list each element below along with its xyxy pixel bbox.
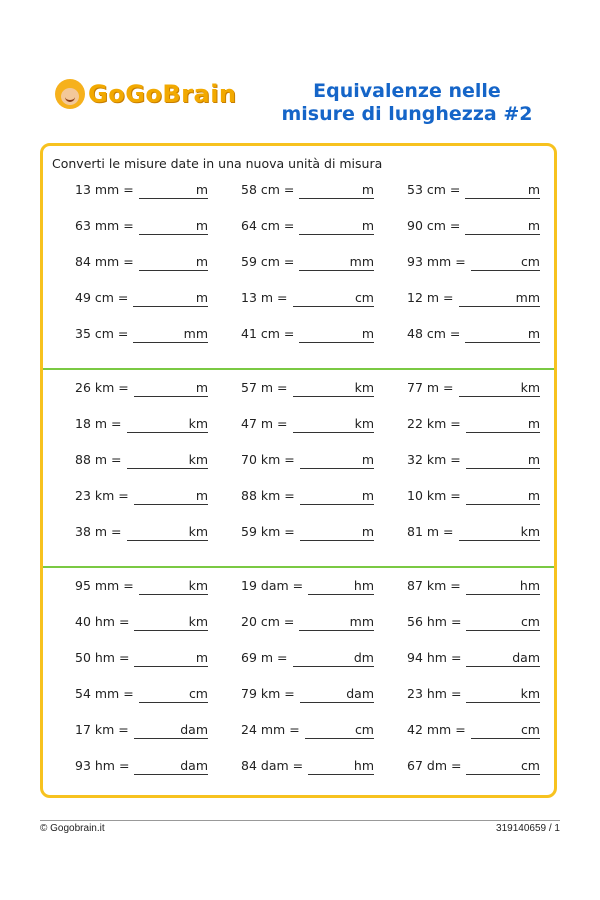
answer-blank[interactable] xyxy=(459,396,540,397)
conversion-exercise xyxy=(75,614,215,634)
given-measure: 23 hm = xyxy=(407,686,462,701)
given-measure: 94 hm = xyxy=(407,650,462,665)
target-unit: mm xyxy=(515,290,540,305)
given-measure: 95 mm = xyxy=(75,578,134,593)
answer-blank[interactable] xyxy=(299,342,374,343)
target-unit: km xyxy=(354,380,374,395)
footer-copyright: © Gogobrain.it xyxy=(40,823,105,834)
target-unit: m xyxy=(361,488,374,503)
section-separator xyxy=(43,368,554,370)
answer-blank[interactable] xyxy=(466,630,540,631)
target-unit: km xyxy=(188,578,208,593)
answer-blank[interactable] xyxy=(300,468,374,469)
target-unit: m xyxy=(527,182,540,197)
given-measure: 56 hm = xyxy=(407,614,462,629)
answer-blank[interactable] xyxy=(134,774,208,775)
given-measure: 40 hm = xyxy=(75,614,130,629)
target-unit: m xyxy=(361,452,374,467)
conversion-exercise xyxy=(75,488,215,508)
answer-blank[interactable] xyxy=(293,306,374,307)
conversion-exercise xyxy=(407,326,547,346)
conversion-exercise xyxy=(407,290,547,310)
conversion-exercise xyxy=(241,416,381,436)
conversion-exercise xyxy=(241,182,381,202)
target-unit: dam xyxy=(512,650,540,665)
answer-blank[interactable] xyxy=(465,342,540,343)
conversion-exercise xyxy=(241,758,381,778)
given-measure: 13 mm = xyxy=(75,182,134,197)
conversion-exercise xyxy=(241,488,381,508)
answer-blank[interactable] xyxy=(127,540,208,541)
given-measure: 42 mm = xyxy=(407,722,466,737)
answer-blank[interactable] xyxy=(134,396,208,397)
answer-blank[interactable] xyxy=(300,702,374,703)
conversion-exercise xyxy=(75,326,215,346)
given-measure: 79 km = xyxy=(241,686,295,701)
answer-blank[interactable] xyxy=(139,234,208,235)
gogobrain-logo xyxy=(55,77,237,111)
conversion-exercise xyxy=(75,254,215,274)
answer-blank[interactable] xyxy=(300,540,374,541)
given-measure: 53 cm = xyxy=(407,182,461,197)
answer-blank[interactable] xyxy=(305,738,374,739)
conversion-exercise xyxy=(241,326,381,346)
target-unit: m xyxy=(361,326,374,341)
conversion-exercise xyxy=(75,218,215,238)
kid-face-icon xyxy=(55,79,85,109)
target-unit: m xyxy=(527,416,540,431)
answer-blank[interactable] xyxy=(299,234,374,235)
answer-blank[interactable] xyxy=(466,468,540,469)
answer-blank[interactable] xyxy=(134,504,208,505)
conversion-exercise xyxy=(407,650,547,670)
conversion-exercise xyxy=(75,686,215,706)
given-measure: 13 m = xyxy=(241,290,288,305)
answer-blank[interactable] xyxy=(139,270,208,271)
answer-blank[interactable] xyxy=(465,198,540,199)
target-unit: km xyxy=(188,416,208,431)
logo-text: GoGoBrain xyxy=(88,80,237,108)
footer-code: 319140659 / 1 xyxy=(496,823,560,834)
conversion-exercise xyxy=(407,758,547,778)
target-unit: cm xyxy=(354,722,374,737)
conversion-exercise xyxy=(241,290,381,310)
answer-blank[interactable] xyxy=(300,504,374,505)
conversion-exercise xyxy=(407,254,547,274)
conversion-exercise xyxy=(75,380,215,400)
conversion-exercise xyxy=(407,614,547,634)
conversion-exercise xyxy=(75,416,215,436)
conversion-exercise xyxy=(75,578,215,598)
conversion-exercise xyxy=(241,254,381,274)
answer-blank[interactable] xyxy=(139,198,208,199)
answer-blank[interactable] xyxy=(459,540,540,541)
given-measure: 90 cm = xyxy=(407,218,461,233)
target-unit: mm xyxy=(349,614,374,629)
conversion-exercise xyxy=(407,578,547,598)
answer-blank[interactable] xyxy=(134,666,208,667)
answer-blank[interactable] xyxy=(471,738,540,739)
conversion-exercise xyxy=(241,218,381,238)
given-measure: 87 km = xyxy=(407,578,461,593)
answer-blank[interactable] xyxy=(466,702,540,703)
given-measure: 57 m = xyxy=(241,380,288,395)
section-separator xyxy=(43,566,554,568)
answer-blank[interactable] xyxy=(139,702,208,703)
target-unit: cm xyxy=(520,614,540,629)
given-measure: 48 cm = xyxy=(407,326,461,341)
answer-blank[interactable] xyxy=(127,432,208,433)
answer-blank[interactable] xyxy=(466,594,540,595)
answer-blank[interactable] xyxy=(466,504,540,505)
answer-blank[interactable] xyxy=(466,432,540,433)
given-measure: 69 m = xyxy=(241,650,288,665)
target-unit: hm xyxy=(353,758,374,773)
conversion-exercise xyxy=(241,686,381,706)
answer-blank[interactable] xyxy=(471,270,540,271)
conversion-exercise xyxy=(75,758,215,778)
conversion-exercise xyxy=(407,686,547,706)
target-unit: m xyxy=(527,326,540,341)
answer-blank[interactable] xyxy=(134,738,208,739)
answer-blank[interactable] xyxy=(134,630,208,631)
answer-blank[interactable] xyxy=(293,432,374,433)
footer-rule xyxy=(40,820,560,821)
given-measure: 32 km = xyxy=(407,452,461,467)
answer-blank[interactable] xyxy=(133,306,208,307)
answer-blank[interactable] xyxy=(293,666,374,667)
target-unit: m xyxy=(195,182,208,197)
target-unit: dm xyxy=(353,650,374,665)
target-unit: km xyxy=(188,614,208,629)
given-measure: 64 cm = xyxy=(241,218,295,233)
given-measure: 54 mm = xyxy=(75,686,134,701)
target-unit: m xyxy=(361,182,374,197)
target-unit: m xyxy=(195,380,208,395)
answer-blank[interactable] xyxy=(139,594,208,595)
target-unit: mm xyxy=(349,254,374,269)
answer-blank[interactable] xyxy=(308,774,374,775)
given-measure: 93 hm = xyxy=(75,758,130,773)
conversion-exercise xyxy=(407,452,547,472)
target-unit: hm xyxy=(519,578,540,593)
given-measure: 10 km = xyxy=(407,488,461,503)
target-unit: cm xyxy=(354,290,374,305)
given-measure: 20 cm = xyxy=(241,614,295,629)
given-measure: 18 m = xyxy=(75,416,122,431)
given-measure: 59 km = xyxy=(241,524,295,539)
conversion-exercise xyxy=(75,290,215,310)
conversion-exercise xyxy=(407,722,547,742)
target-unit: cm xyxy=(520,254,540,269)
target-unit: m xyxy=(361,524,374,539)
target-unit: km xyxy=(354,416,374,431)
conversion-exercise xyxy=(75,650,215,670)
target-unit: dam xyxy=(180,722,208,737)
given-measure: 47 m = xyxy=(241,416,288,431)
given-measure: 84 dam = xyxy=(241,758,304,773)
conversion-exercise xyxy=(407,182,547,202)
answer-blank[interactable] xyxy=(127,468,208,469)
answer-blank[interactable] xyxy=(459,306,540,307)
instruction-text: Converti le misure date in una nuova unità di misura xyxy=(52,156,383,171)
target-unit: mm xyxy=(183,326,208,341)
target-unit: m xyxy=(195,650,208,665)
given-measure: 12 m = xyxy=(407,290,454,305)
conversion-exercise xyxy=(75,524,215,544)
conversion-exercise xyxy=(75,722,215,742)
conversion-exercise xyxy=(241,524,381,544)
answer-blank[interactable] xyxy=(293,396,374,397)
given-measure: 23 km = xyxy=(75,488,129,503)
given-measure: 38 m = xyxy=(75,524,122,539)
given-measure: 88 m = xyxy=(75,452,122,467)
conversion-exercise xyxy=(241,380,381,400)
conversion-exercise xyxy=(241,578,381,598)
answer-blank[interactable] xyxy=(299,630,374,631)
given-measure: 26 km = xyxy=(75,380,129,395)
given-measure: 84 mm = xyxy=(75,254,134,269)
target-unit: m xyxy=(195,218,208,233)
given-measure: 50 hm = xyxy=(75,650,130,665)
given-measure: 49 cm = xyxy=(75,290,129,305)
target-unit: km xyxy=(520,380,540,395)
answer-blank[interactable] xyxy=(299,270,374,271)
given-measure: 59 cm = xyxy=(241,254,295,269)
title-line-1: Equivalenze nelle xyxy=(313,80,501,102)
answer-blank[interactable] xyxy=(299,198,374,199)
target-unit: m xyxy=(527,452,540,467)
given-measure: 67 dm = xyxy=(407,758,462,773)
target-unit: km xyxy=(520,524,540,539)
target-unit: km xyxy=(188,452,208,467)
given-measure: 77 m = xyxy=(407,380,454,395)
conversion-exercise xyxy=(75,452,215,472)
conversion-exercise xyxy=(407,416,547,436)
target-unit: dam xyxy=(180,758,208,773)
answer-blank[interactable] xyxy=(133,342,208,343)
target-unit: km xyxy=(188,524,208,539)
given-measure: 88 km = xyxy=(241,488,295,503)
answer-blank[interactable] xyxy=(466,666,540,667)
given-measure: 22 km = xyxy=(407,416,461,431)
given-measure: 58 cm = xyxy=(241,182,295,197)
given-measure: 41 cm = xyxy=(241,326,295,341)
conversion-exercise xyxy=(241,722,381,742)
target-unit: m xyxy=(527,218,540,233)
conversion-exercise xyxy=(407,488,547,508)
target-unit: cm xyxy=(188,686,208,701)
given-measure: 81 m = xyxy=(407,524,454,539)
target-unit: m xyxy=(527,488,540,503)
conversion-exercise xyxy=(407,218,547,238)
target-unit: cm xyxy=(520,758,540,773)
target-unit: m xyxy=(195,254,208,269)
conversion-exercise xyxy=(241,614,381,634)
given-measure: 70 km = xyxy=(241,452,295,467)
target-unit: km xyxy=(520,686,540,701)
given-measure: 93 mm = xyxy=(407,254,466,269)
conversion-exercise xyxy=(241,452,381,472)
target-unit: cm xyxy=(520,722,540,737)
given-measure: 63 mm = xyxy=(75,218,134,233)
given-measure: 17 km = xyxy=(75,722,129,737)
target-unit: dam xyxy=(346,686,374,701)
answer-blank[interactable] xyxy=(308,594,374,595)
target-unit: m xyxy=(361,218,374,233)
target-unit: m xyxy=(195,290,208,305)
conversion-exercise xyxy=(75,182,215,202)
given-measure: 19 dam = xyxy=(241,578,304,593)
answer-blank[interactable] xyxy=(466,774,540,775)
given-measure: 24 mm = xyxy=(241,722,300,737)
conversion-exercise xyxy=(241,650,381,670)
target-unit: hm xyxy=(353,578,374,593)
worksheet-title xyxy=(242,80,542,126)
given-measure: 35 cm = xyxy=(75,326,129,341)
answer-blank[interactable] xyxy=(465,234,540,235)
conversion-exercise xyxy=(407,380,547,400)
target-unit: m xyxy=(195,488,208,503)
conversion-exercise xyxy=(407,524,547,544)
title-line-2: misure di lunghezza #2 xyxy=(281,103,533,125)
